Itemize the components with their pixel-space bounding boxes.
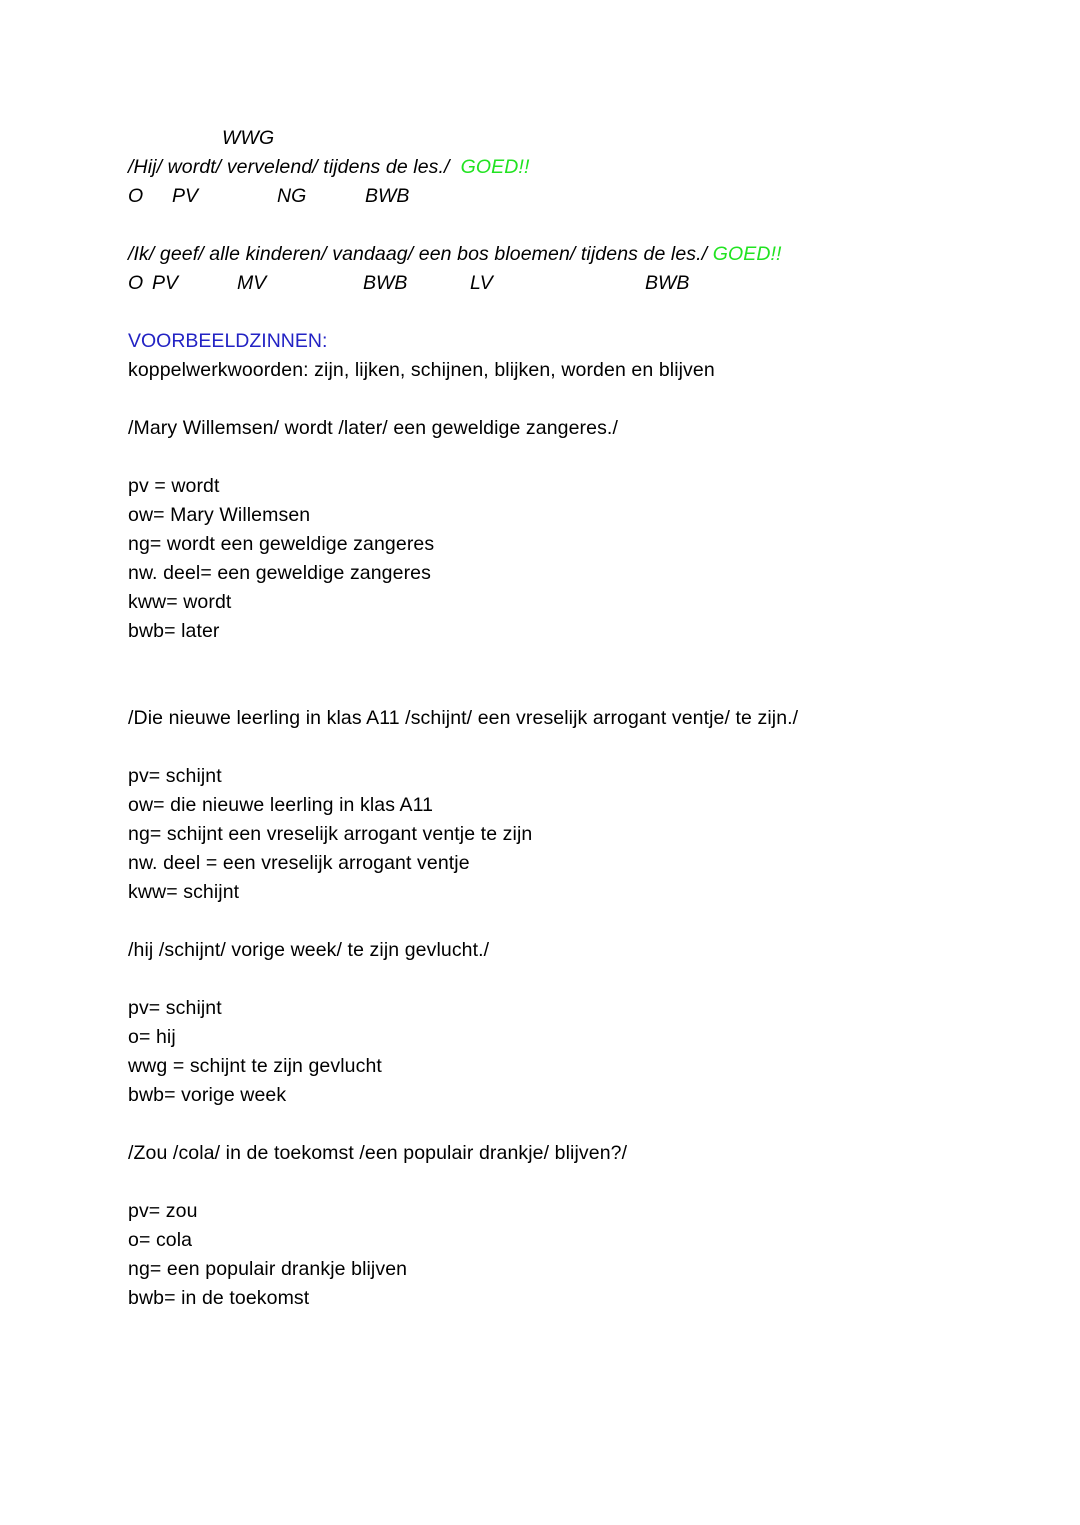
example-analysis-list — [128, 994, 1028, 1110]
wwg-header: WWG — [222, 127, 275, 149]
label-tag: BWB — [365, 185, 410, 207]
koppelwerkwoorden-line: koppelwerkwoorden: zijn, lijken, schijnen, blijken, worden en blijven — [128, 359, 715, 381]
analysis-line: bwb= later — [128, 620, 220, 642]
example-analysis-list — [128, 762, 1028, 907]
example-sentence: /Zou /cola/ in de toekomst /een populair drankje/ blijven?/ — [128, 1142, 628, 1164]
analysis-line: bwb= vorige week — [128, 1084, 287, 1106]
label-tag: LV — [470, 272, 493, 294]
analysis-line: ng= een populair drankje blijven — [128, 1258, 408, 1280]
label-tag: NG — [277, 185, 307, 207]
analysis-line: pv= schijnt — [128, 765, 222, 787]
spacer — [128, 965, 1028, 994]
spacer — [128, 385, 1028, 414]
document-content — [128, 124, 1028, 1313]
analysis-line: wwg = schijnt te zijn gevlucht — [128, 1055, 382, 1077]
analysis-line: nw. deel= een geweldige zangeres — [128, 562, 431, 584]
example-sentence: /hij /schijnt/ vorige week/ te zijn gevlucht./ — [128, 939, 490, 961]
example-sentence: /Die nieuwe leerling in klas A11 /schijnt/ een vreselijk arrogant ventje/ te zijn./ — [128, 707, 799, 729]
wwg-analysis-block — [128, 124, 1028, 298]
analysis-line: ng= schijnt een vreselijk arrogant ventje te zijn — [128, 823, 533, 845]
label-tag: O — [128, 185, 144, 207]
label-tag: BWB — [363, 272, 408, 294]
spacer — [128, 211, 1028, 240]
sentence-1-spacer — [450, 156, 461, 178]
label-tag: MV — [237, 272, 267, 294]
example-analysis-list — [128, 472, 1028, 646]
label-tag: BWB — [645, 272, 690, 294]
analysis-line: bwb= in de toekomst — [128, 1287, 310, 1309]
analysis-line: ng= wordt een geweldige zangeres — [128, 533, 435, 555]
verdict-badge-2: GOED!! — [712, 243, 782, 265]
analysed-sentence-1-text: /Hij/ wordt/ vervelend/ tijdens de les./ — [128, 156, 450, 178]
analysis-line: o= cola — [128, 1229, 193, 1251]
analysed-sentence-2-text: /Ik/ geef/ alle kinderen/ vandaag/ een bos bloemen/ tijdens de les./ — [128, 243, 708, 265]
label-row-1 — [128, 182, 1028, 211]
label-tag: PV — [152, 272, 179, 294]
label-tag: PV — [172, 185, 199, 207]
label-row-2 — [128, 269, 1028, 298]
analysis-line: kww= schijnt — [128, 881, 240, 903]
spacer — [128, 733, 1028, 762]
spacer — [128, 907, 1028, 936]
analysis-line: pv = wordt — [128, 475, 220, 497]
example-analysis-list — [128, 1197, 1028, 1313]
analysis-line: o= hij — [128, 1026, 176, 1048]
spacer — [128, 646, 1028, 704]
label-tag: O — [128, 272, 144, 294]
spacer — [128, 443, 1028, 472]
analysis-line: pv= schijnt — [128, 997, 222, 1019]
examples-heading: VOORBEELDZINNEN: — [128, 330, 328, 352]
analysed-sentence-2 — [128, 240, 1028, 269]
analysis-line: nw. deel = een vreselijk arrogant ventje — [128, 852, 470, 874]
example-sentence: /Mary Willemsen/ wordt /later/ een geweldige zangeres./ — [128, 417, 618, 439]
analysed-sentence-1 — [128, 153, 1028, 182]
analysis-line: ow= die nieuwe leerling in klas A11 — [128, 794, 434, 816]
spacer — [128, 1110, 1028, 1139]
verdict-badge-1: GOED!! — [460, 156, 530, 178]
analysis-line: kww= wordt — [128, 591, 232, 613]
spacer — [128, 298, 1028, 327]
analysis-line: pv= zou — [128, 1200, 198, 1222]
analysis-line: ow= Mary Willemsen — [128, 504, 311, 526]
spacer — [128, 1168, 1028, 1197]
